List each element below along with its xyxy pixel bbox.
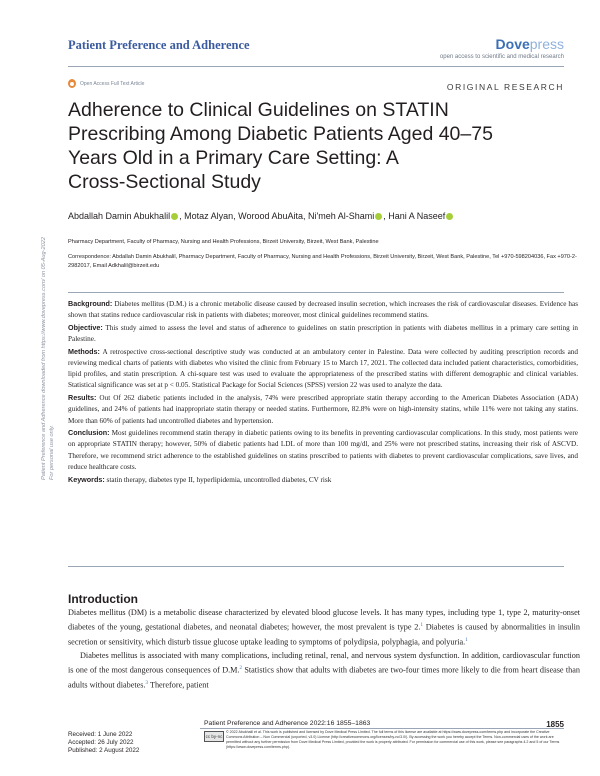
author-list — [68, 211, 588, 221]
creative-commons-icon[interactable]: cc by-nc — [204, 731, 224, 742]
abstract-background: Background: Diabetes mellitus (D.M.) is a chronic metabolic disease caused by decreased insulin secretion, which increases the risk of cardiovascular diseases. Evidence has shown that statins reduce cardiovascular risk in patients with diabetes; moreover, most clinical guidelines recommend statins. — [68, 299, 579, 320]
affiliation: Pharmacy Department, Faculty of Pharmacy, Nursing and Health Professions, Birzeit University, Birzeit, West Bank, Palestine — [68, 239, 379, 245]
footer-citation: Patient Preference and Adherence 2022:16 1855–1863 — [204, 720, 371, 727]
brand-press: press — [529, 36, 564, 52]
brand-dove: Dove — [495, 36, 530, 52]
header-rule — [68, 66, 564, 67]
abstract-label: Conclusion: — [68, 428, 110, 438]
publisher-tagline: open access to scientific and medical research — [439, 54, 564, 60]
author-name: , Motaz Alyan, Worood AbuAita, Ni'meh Al-Shami — [179, 211, 375, 221]
intro-paragraph: Diabetes mellitus (DM) is a metabolic disease characterized by elevated blood glucose levels. It has many types, including type 1, type 2, maturity-onset diabetes of the young, gestational diabetes, and neonatal diabetes; however, the most prevalent is type 2.$^1$ Diabetes is caused by abnormalities in insulin secretion or sensitivity, which disturb tissue glucose uptake leading to symptoms of polydipsia, polyphagia, and polyuria.$^1$ — [68, 608, 580, 647]
reference-link[interactable]: 1 — [465, 637, 468, 643]
abstract-label: Objective: — [68, 322, 103, 332]
title-line: Cross-Sectional Study — [68, 171, 261, 193]
title-line: Adherence to Clinical Guidelines on STATIN — [68, 99, 449, 121]
publisher-logo — [496, 36, 564, 52]
open-access-label: Open Access Full Text Article — [80, 80, 145, 87]
footer-rule — [200, 728, 564, 729]
reference-link[interactable]: 1 — [420, 623, 423, 629]
introduction-heading: Introduction — [68, 592, 138, 606]
accepted-date: Accepted: 26 July 2022 — [68, 739, 134, 746]
abstract-top-rule — [68, 292, 564, 293]
license-text: © 2022 Abukhalil et al. This work is published and licensed by Dove Medical Press Limited. The full terms of this license are available at https://www.dovepress.com/terms.php and incorporate the Creative Commons Attribution – Non Commercial (unported, v3.0) License (http://creativecommons.org/licenses/by-nc/3.0/). By accessing the work you hereby accept the Terms. Non-commercial uses of the work are permitted without any further permission from Dove Medical Press Limited, provided the work is properly attributed. For permission for commercial use of this work, please see paragraphs 4.2 and 5 of our Terms (https://www.dovepress.com/terms.php). — [226, 730, 560, 749]
abstract-bottom-rule — [68, 566, 564, 567]
introduction-body — [68, 606, 580, 692]
orcid-icon[interactable] — [171, 213, 178, 220]
abstract-methods: Methods: A retrospective cross-sectional descriptive study was conducted at an ambulatory center in Palestine. Data were collected by auditing prescription records and reviewing medical charts of patients with diabetes who visited the clinic from February 15 to March 17, 2021. The collected data included patient characteristics, comorbidities, lipid profiles, and statin prescription. A chi-square test was used to evaluate the appropriateness of the prescribed statins with different demographic and clinical variables. Statistical significance was set at p < 0.05. Statistical Package for Social Sciences (SPSS) version 22 was used to analyze the data. — [68, 346, 578, 390]
page-number: 1855 — [546, 720, 564, 729]
author-name: Abdallah Damin Abukhalil — [68, 211, 171, 221]
abstract-results: Results: Out Of 262 diabetic patients included in the analysis, 74% were prescribed appropriate statin therapy according to the American Diabetes Association (ADA) guidelines, and 24% of patients had inappropriate statin therapy or needed statins. Furthermore, 82.8% were on high-intensity statins, while 11% were not taking any statins. More than 60% of patients had uncontrolled diabetes and hypertension. — [68, 393, 579, 425]
abstract-label: Keywords: — [68, 474, 105, 484]
article-title — [68, 98, 568, 194]
reference-link[interactable]: 2 — [239, 665, 242, 671]
received-date: Received: 1 June 2022 — [68, 731, 133, 738]
open-access-badge — [68, 79, 144, 88]
published-date: Published: 2 August 2022 — [68, 747, 140, 754]
abstract-label: Background: — [68, 299, 113, 308]
journal-name: Patient Preference and Adherence — [68, 38, 250, 52]
abstract-objective: Objective: This study aimed to assess the level and status of adherence to guidelines on statin prescription in patients with diabetes mellitus in a primary care setting in Palestine. — [68, 322, 578, 344]
abstract-label: Methods: — [68, 346, 100, 356]
title-line: Years Old in a Primary Care Setting: A — [68, 147, 399, 169]
orcid-icon[interactable] — [446, 213, 453, 220]
author-name: , Hani A Naseef — [383, 211, 446, 221]
abstract-keywords: Keywords: statin therapy, diabetes type II, hyperlipidemia, uncontrolled diabetes, CV risk — [68, 474, 332, 484]
download-watermark: Patient Preference and Adherence downloaded from https://www.dovepress.com/ on 05-Aug-2022 For personal use only. — [41, 237, 55, 480]
abstract-label: Results: — [68, 393, 97, 403]
section-label: ORIGINAL RESEARCH — [446, 82, 564, 92]
abstract-conclusion: Conclusion: Most guidelines recommend statin therapy in diabetic patients owing to its benefits in preventing cardiovascular complications. In this study, most patients were on appropriate STATIN therapy; however, 50% of diabetic patients had LDL of more than 100 mg/dl, and 25% were not prescribed statins, increasing their risk of ASCVD. Therefore, we recommend strict adherence to the established guidelines on statins prescribed to patients with diabetes to prevent cardiovascular complications, save lives, and reduce healthcare costs. — [68, 428, 578, 471]
article-dates — [68, 731, 139, 755]
intro-paragraph: Diabetes mellitus is associated with many complications, including retinal, renal, and nervous system dysfunction. In addition, cardiovascular function is one of the most dangerous consequences of D.M.$^2$ Statistics show that adults with diabetes are two-four times more likely to die from heart disease than adults without diabetes.$^3$ Therefore, patient — [68, 650, 580, 690]
title-line: Prescribing Among Diabetic Patients Aged 40–75 — [68, 123, 493, 145]
abstract — [68, 298, 578, 486]
open-access-lock-icon — [68, 79, 76, 88]
correspondence: Correspondence: Abdallah Damin Abukhalil, Pharmacy Department, Faculty of Pharmacy, Nursing and Health Professions, Birzeit University, Birzeit, West Bank, Palestine, Tel +970-598204036, Fax +970-2-2982017, Email Adkhalil@birzeit.edu — [68, 254, 577, 269]
orcid-icon[interactable] — [375, 213, 382, 220]
reference-link[interactable]: 3 — [145, 680, 149, 686]
